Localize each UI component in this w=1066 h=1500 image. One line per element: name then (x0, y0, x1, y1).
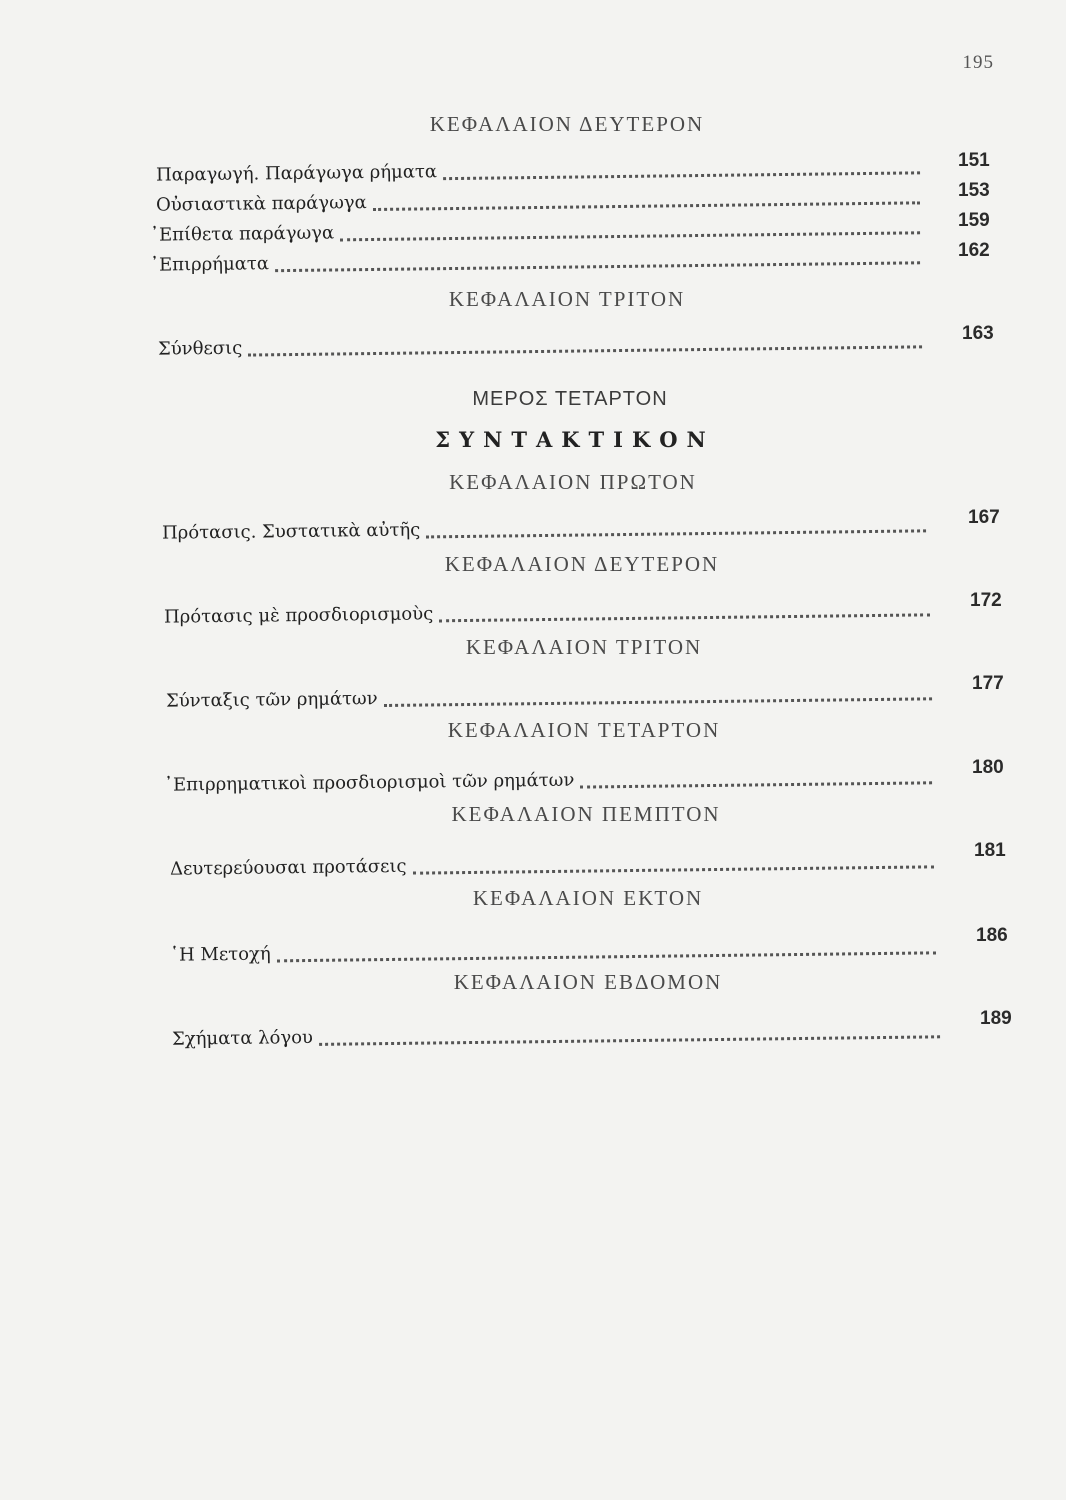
page-number: 195 (962, 52, 994, 73)
toc-entry-page[interactable]: 181 (974, 840, 1006, 861)
toc-entry-page[interactable]: 180 (972, 757, 1004, 778)
toc-entry[interactable] (164, 597, 930, 627)
toc-entry-title: ᾿Επιρρήματα (149, 253, 270, 276)
toc-entry-title: ᾿Επίθετα παράγωγα (149, 222, 335, 246)
toc-entry[interactable] (166, 681, 932, 711)
part-title: ΜΕΡΟΣ ΤΕΤΑΡΤΟΝ (472, 388, 668, 410)
toc-entry-title: Δευτερεύουσαι προτάσεις (169, 855, 407, 880)
toc-entry-page[interactable]: 189 (980, 1008, 1012, 1029)
section-title: ΣΥΝΤΑΚΤΙΚΟΝ (435, 427, 715, 452)
toc-entry[interactable] (156, 155, 920, 185)
toc-entry[interactable] (164, 765, 932, 795)
toc-entry-title: Παραγωγή. Παράγωγα ρήματα (155, 161, 438, 186)
dot-leader (439, 595, 930, 622)
toc-entry-page[interactable]: 167 (968, 507, 1000, 528)
toc-entry-title: Πρότασις. Συστατικὰ αὐτῆς (161, 519, 421, 544)
toc-entry[interactable] (150, 215, 920, 245)
toc-entry-title: Οὐσιαστικὰ παράγωγα (155, 192, 367, 216)
dot-leader (580, 763, 932, 788)
toc-entry[interactable] (156, 185, 920, 215)
toc-entry-title: Σύνταξις τῶν ρημάτων (165, 688, 378, 712)
chapter-heading-7b: ΚΕΦΑΛΑΙΟΝ ΕΒΔΟΜΟΝ (453, 970, 723, 994)
dot-leader (319, 1017, 940, 1046)
toc-entry[interactable] (172, 1019, 940, 1049)
toc-entry-page[interactable]: 151 (958, 150, 990, 171)
toc-entry-title: ᾿Επιρρηματικοὶ προσδιορισμοὶ τῶν ρημάτων (163, 769, 575, 796)
toc-entry-page[interactable]: 186 (976, 925, 1008, 946)
toc-entry[interactable] (170, 935, 936, 965)
toc-entry-title: Πρότασις μὲ προσδιορισμοὺς (163, 603, 434, 628)
toc-entry[interactable] (150, 245, 920, 275)
dot-leader (383, 679, 932, 707)
dot-leader (248, 327, 922, 356)
chapter-heading-2b: ΚΕΦΑΛΑΙΟΝ ΔΕΥΤΕΡΟΝ (444, 552, 720, 576)
chapter-heading-6b: ΚΕΦΑΛΑΙΟΝ ΕΚΤΟΝ (472, 886, 704, 910)
dot-leader (443, 153, 920, 180)
toc-entry[interactable] (162, 513, 926, 543)
dot-leader (412, 847, 934, 874)
dot-leader (275, 243, 920, 272)
chapter-heading-5b: ΚΕΦΑΛΑΙΟΝ ΠΕΜΠΤΟΝ (451, 802, 721, 826)
toc-entry[interactable] (170, 849, 934, 879)
chapter-heading-1b: ΚΕΦΑΛΑΙΟΝ ΠΡΩΤΟΝ (449, 470, 697, 494)
toc-entry[interactable] (158, 329, 922, 359)
toc-entry-title: Σχήματα λόγου (171, 1026, 314, 1050)
toc-entry-page[interactable]: 162 (958, 240, 990, 261)
chapter-heading-3a: ΚΕΦΑΛΑΙΟΝ ΤΡΙΤΟΝ (448, 287, 686, 311)
dot-leader (426, 511, 926, 538)
toc-entry-page[interactable]: 153 (958, 180, 990, 201)
toc-entry-page[interactable]: 177 (972, 673, 1004, 694)
chapter-heading-2a: ΚΕΦΑΛΑΙΟΝ ΔΕΥΤΕΡΟΝ (429, 112, 705, 136)
dot-leader (340, 213, 920, 241)
toc-entry-page[interactable]: 159 (958, 210, 990, 231)
toc-entry-title: ῾Η Μετοχή (169, 943, 271, 966)
chapter-heading-4b: ΚΕΦΑΛΑΙΟΝ ΤΕΤΑΡΤΟΝ (447, 718, 721, 742)
dot-leader (373, 183, 921, 211)
chapter-heading-3b: ΚΕΦΑΛΑΙΟΝ ΤΡΙΤΟΝ (465, 635, 703, 659)
dot-leader (277, 933, 937, 962)
toc-entry-page[interactable]: 163 (962, 323, 994, 344)
toc-entry-title: Σύνθεσις (157, 337, 243, 360)
toc-entry-page[interactable]: 172 (970, 590, 1002, 611)
